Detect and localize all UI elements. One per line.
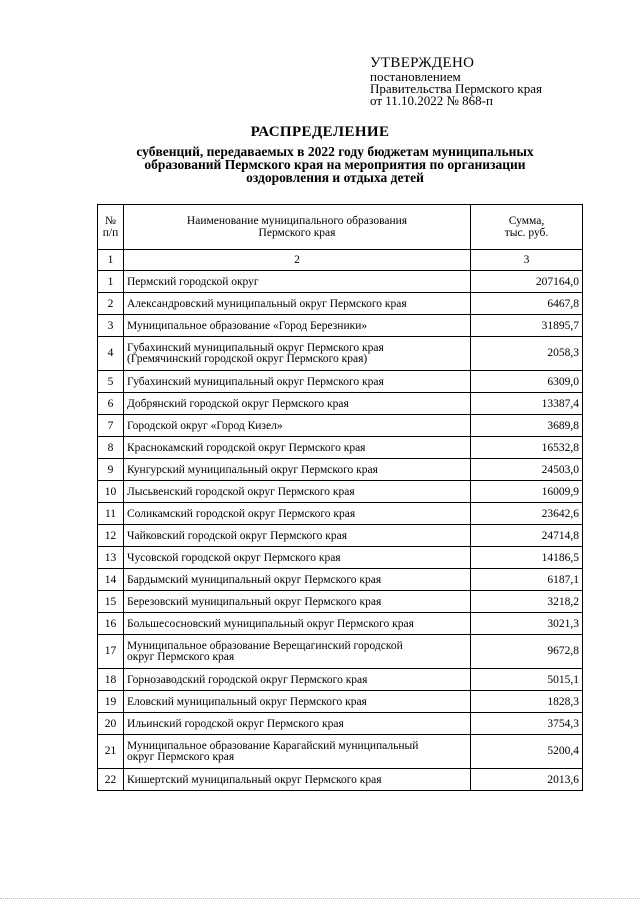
subvention-amount: 1828,3 [471,691,583,713]
subvention-amount: 3021,3 [471,613,583,635]
municipality-name-line-1: Кишертский муниципальный округ Пермского края [127,773,382,786]
row-number: 19 [98,691,124,713]
subtitle-line-2: образований Пермского края на мероприятия по организации [144,157,526,172]
column-number: 2 [124,250,471,271]
table-row [98,713,583,735]
municipality-name-line-1: Добрянский городской округ Пермского края [127,397,349,410]
row-number: 6 [98,393,124,415]
header-sum-line-2: тыс. руб. [504,227,549,239]
municipality-name-line-1: Губахинский муниципальный округ Пермского края [127,375,384,388]
table-row [98,691,583,713]
row-number: 1 [98,271,124,293]
row-number: 13 [98,547,124,569]
row-number: 4 [98,337,124,371]
table-row [98,271,583,293]
table-row [98,315,583,337]
table-row [98,591,583,613]
subvention-amount: 24503,0 [471,459,583,481]
row-number: 9 [98,459,124,481]
column-number: 1 [98,250,124,271]
row-number: 18 [98,669,124,691]
municipality-name [124,691,471,713]
distribution-table [97,204,583,791]
table-row [98,635,583,669]
column-number: 3 [471,250,583,271]
table-row [98,503,583,525]
subvention-amount: 16532,8 [471,437,583,459]
row-number: 17 [98,635,124,669]
header-sum [471,205,583,250]
table-row [98,459,583,481]
subvention-amount: 5200,4 [471,735,583,769]
row-number: 16 [98,613,124,635]
municipality-name [124,371,471,393]
subvention-amount: 2013,6 [471,769,583,791]
municipality-name [124,769,471,791]
subvention-amount: 14186,5 [471,547,583,569]
table-row [98,525,583,547]
header-number-line-1: № [105,215,116,227]
subvention-amount: 6309,0 [471,371,583,393]
table-row [98,415,583,437]
row-number: 10 [98,481,124,503]
municipality-name [124,713,471,735]
municipality-name-line-1: Краснокамский городской округ Пермского края [127,441,366,454]
column-number-row [98,250,583,271]
subvention-amount: 6187,1 [471,569,583,591]
subvention-amount: 3218,2 [471,591,583,613]
table-row [98,613,583,635]
municipality-name [124,547,471,569]
row-number: 2 [98,293,124,315]
municipality-name [124,337,471,371]
municipality-name [124,415,471,437]
municipality-name [124,525,471,547]
subvention-amount: 31895,7 [471,315,583,337]
table-row [98,569,583,591]
approval-heading: УТВЕРЖДЕНО [370,55,475,71]
table-row [98,481,583,503]
table-row [98,769,583,791]
municipality-name-line-1: Муниципальное образование Карагайский муниципальный [127,739,419,752]
approval-stamp [370,55,542,107]
table-row [98,337,583,371]
municipality-name-line-1: Кунгурский муниципальный округ Пермского края [127,463,378,476]
row-number: 7 [98,415,124,437]
municipality-name [124,393,471,415]
approval-line-3: от 11.10.2022 № 868-п [370,93,493,108]
row-number: 15 [98,591,124,613]
subvention-amount: 16009,9 [471,481,583,503]
subvention-amount: 3754,3 [471,713,583,735]
row-number: 5 [98,371,124,393]
table-row [98,437,583,459]
header-sum-line-1: Сумма, [508,215,545,227]
approval-line-2: Правительства Пермского края [370,81,542,96]
header-number [98,205,124,250]
row-number: 22 [98,769,124,791]
municipality-name-line-1: Чайковский городской округ Пермского края [127,529,347,542]
table-row [98,293,583,315]
subtitle-line-3: оздоровления и отдыха детей [246,170,424,185]
municipality-name [124,293,471,315]
municipality-name [124,735,471,769]
table-row [98,371,583,393]
municipality-name [124,613,471,635]
header-name-line-1: Наименование муниципального образования [186,215,408,227]
municipality-name-line-1: Еловский муниципальный округ Пермского края [127,695,367,708]
subvention-amount: 207164,0 [471,271,583,293]
subvention-amount: 13387,4 [471,393,583,415]
table-header-row [98,205,583,250]
municipality-name [124,481,471,503]
municipality-name [124,437,471,459]
approval-line-1: постановлением [370,69,461,84]
row-number: 12 [98,525,124,547]
subvention-amount: 2058,3 [471,337,583,371]
header-number-line-2: п/п [102,227,119,239]
municipality-name [124,591,471,613]
municipality-name-line-1: Муниципальное образование «Город Березники» [127,319,368,332]
document-title: РАСПРЕДЕЛЕНИЕ [250,124,390,140]
municipality-name-line-1: Березовский муниципальный округ Пермского края [127,595,382,608]
table-row [98,547,583,569]
municipality-name [124,459,471,481]
municipality-name-line-1: Бардымский муниципальный округ Пермского края [127,573,382,586]
row-number: 14 [98,569,124,591]
municipality-name-line-2: округ Пермского края [127,650,235,663]
subvention-amount: 5015,1 [471,669,583,691]
document-subtitle [95,145,575,184]
municipality-name-line-1: Чусовской городской округ Пермского края [127,551,341,564]
municipality-name-line-1: Большесосновский муниципальный округ Пермского края [127,617,414,630]
municipality-name-line-1: Лысьвенский городской округ Пермского края [127,485,355,498]
municipality-name [124,635,471,669]
row-number: 21 [98,735,124,769]
row-number: 8 [98,437,124,459]
municipality-name-line-2: (Гремячинский городской округ Пермского края) [127,352,368,365]
municipality-name-line-1: Городской округ «Город Кизел» [127,419,283,432]
table-row [98,393,583,415]
subvention-amount: 23642,6 [471,503,583,525]
header-name-line-2: Пермского края [258,227,336,239]
municipality-name [124,569,471,591]
municipality-name-line-1: Горнозаводский городской округ Пермского края [127,673,368,686]
municipality-name-line-1: Пермский городской округ [127,275,259,288]
row-number: 20 [98,713,124,735]
municipality-name [124,315,471,337]
municipality-name [124,669,471,691]
municipality-name [124,271,471,293]
subtitle-line-1: субвенций, передаваемых в 2022 году бюджетам муниципальных [136,144,534,159]
header-name [124,205,471,250]
municipality-name-line-1: Соликамский городской округ Пермского края [127,507,356,520]
municipality-name-line-2: округ Пермского края [127,750,235,763]
table-row [98,669,583,691]
row-number: 3 [98,315,124,337]
municipality-name-line-1: Александровский муниципальный округ Пермского края [127,297,407,310]
subvention-amount: 3689,8 [471,415,583,437]
subvention-amount: 6467,8 [471,293,583,315]
subvention-amount: 24714,8 [471,525,583,547]
municipality-name [124,503,471,525]
table-row [98,735,583,769]
municipality-name-line-1: Губахинский муниципальный округ Пермского края [127,341,384,354]
municipality-name-line-1: Муниципальное образование Верещагинский городской [127,639,403,652]
row-number: 11 [98,503,124,525]
municipality-name-line-1: Ильинский городской округ Пермского края [127,717,344,730]
subvention-amount: 9672,8 [471,635,583,669]
